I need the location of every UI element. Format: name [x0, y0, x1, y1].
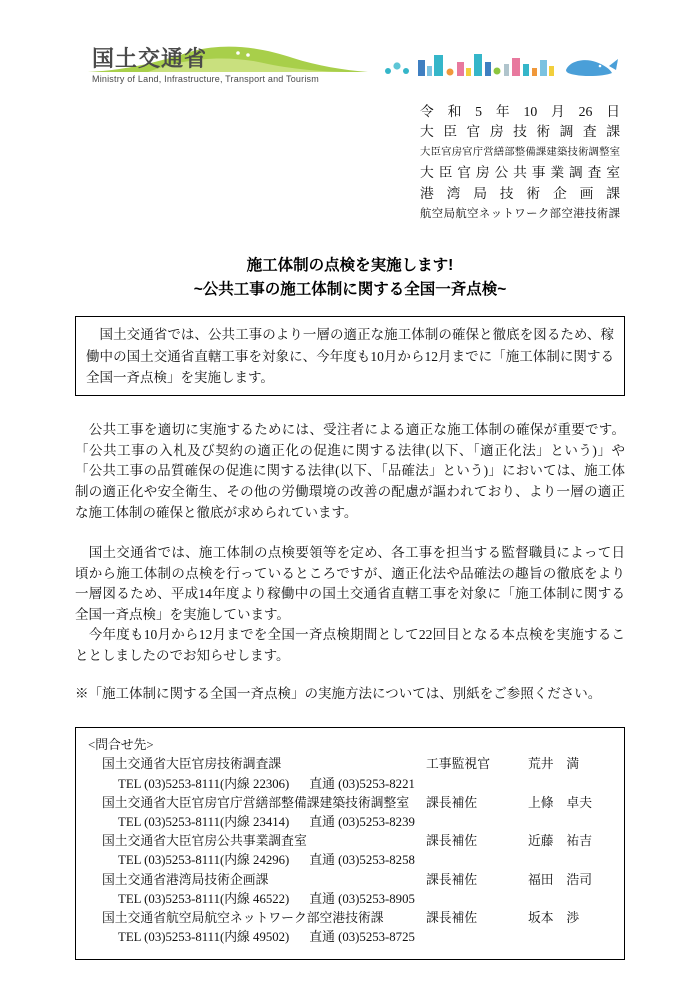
issue-date: 令和5年10月26日 [420, 104, 620, 119]
contact-office: 国土交通省大臣官房技術調査課 [102, 757, 282, 772]
contact-direct: 直通 (03)5253-8905 [309, 891, 415, 906]
contact-role: 工事監視官 [426, 757, 490, 772]
department-line: 大臣官房技術調査課 [420, 124, 620, 140]
department-line: 港湾局技術企画課 [420, 185, 620, 201]
contact-role: 課長補佐 [426, 795, 478, 810]
logo-subtitle: Ministry of Land, Infrastructure, Transport and Tourism [92, 74, 319, 84]
contact-tel: TEL (03)5253-8111(内線 24296) [118, 853, 290, 868]
summary-box [75, 316, 625, 396]
contact-tel: TEL (03)5253-8111(内線 23414) [118, 815, 290, 830]
water-drop-icon [393, 62, 400, 69]
contact-row [88, 755, 612, 793]
contact-direct: 直通 (03)5253-8239 [309, 815, 415, 830]
reference-note: ※「施工体制に関する全国一斉点検」の実施方法については、別紙をご参照ください。 [75, 686, 602, 702]
contact-tel: TEL (03)5253-8111(内線 49502) [118, 930, 290, 945]
header [0, 0, 700, 100]
mlit-logo [92, 46, 319, 85]
contact-row [88, 871, 612, 909]
water-drop-icon [403, 68, 409, 74]
contact-name: 近藤 祐吉 [528, 834, 592, 849]
contact-box [75, 727, 625, 961]
contact-row [88, 832, 612, 870]
contact-role: 課長補佐 [426, 872, 478, 887]
contact-direct: 直通 (03)5253-8725 [309, 930, 415, 945]
doc-title [75, 254, 625, 302]
contact-row [88, 909, 612, 947]
contact-name: 坂本 渉 [528, 910, 580, 925]
whale-icon [566, 59, 618, 76]
contact-office: 国土交通省航空局航空ネットワーク部空港技術課 [102, 910, 384, 925]
contact-office: 国土交通省大臣官房公共事業調査室 [102, 834, 307, 849]
water-drop-icon [385, 68, 391, 74]
contact-direct: 直通 (03)5253-8258 [309, 853, 415, 868]
contact-heading: <問合せ先> [88, 737, 154, 752]
document-body [75, 254, 625, 960]
contact-tel: TEL (03)5253-8111(内線 46522) [118, 891, 290, 906]
contact-name: 荒井 満 [528, 757, 580, 772]
contact-role: 課長補佐 [426, 910, 478, 925]
doc-title-line2: ~公共工事の施工体制に関する全国一斉点検~ [193, 281, 507, 299]
logo-title: 国土交通省 [92, 46, 208, 71]
contact-name: 福田 浩司 [528, 872, 592, 887]
contact-office: 国土交通省港湾局技術企画課 [102, 872, 269, 887]
contact-direct: 直通 (03)5253-8221 [309, 776, 415, 791]
contact-office: 国土交通省大臣官房官庁営繕部整備課建築技術調整室 [102, 795, 410, 810]
department-line: 大臣官房官庁営繕部整備課建築技術調整室 [420, 146, 620, 158]
body-paragraph-3: 今年度も10月から12月までを全国一斉点検期間として22回目となる本点検を実施することとしましたのでお知らせします。 [75, 627, 625, 663]
body-paragraph-2: 国土交通省では、施工体制の点検要領等を定め、各工事を担当する監督職員によって日頃から施工体制の点検を行っているところですが、適正化法や品確法の趣旨の徹底をより一層図るため、平成14年度より稼働中の国土交通省直轄工事を対象に「施工体制に関する全国一斉点検」を実施しています。 [75, 545, 625, 622]
contact-role: 課長補佐 [426, 834, 478, 849]
doc-title-line1: 施工体制の点検を実施します! [246, 257, 454, 275]
contact-tel: TEL (03)5253-8111(内線 22306) [118, 776, 290, 791]
summary-text: 国土交通省では、公共工事のより一層の適正な施工体制の確保と徹底を図るため、稼働中の国土交通省直轄工事を対象に、今年度も10月から12月までに「施工体制に関する全国一斉点検」を実施します。 [86, 327, 614, 386]
department-line: 航空局航空ネットワーク部空港技術課 [420, 207, 620, 220]
department-line: 大臣官房公共事業調査室 [420, 165, 620, 181]
body-paragraph-1: 公共工事を適切に実施するためには、受注者による適正な施工体制の確保が重要です。「公共工事の入札及び契約の適正化の促進に関する法律(以下、「適正化法」という)」や「公共工事の品質確保の促進に関する法律(以下、「品確法」という)」においては、施工体制の適正化や安全衛生、その他の労働環境の改善の配慮が謳われており、より一層の適正な施工体制の確保と徹底が求められています。 [75, 422, 625, 520]
contact-name: 上條 卓夫 [528, 795, 592, 810]
contact-row [88, 794, 612, 832]
date-department-block [420, 102, 620, 224]
cityscape-icons [418, 54, 554, 76]
